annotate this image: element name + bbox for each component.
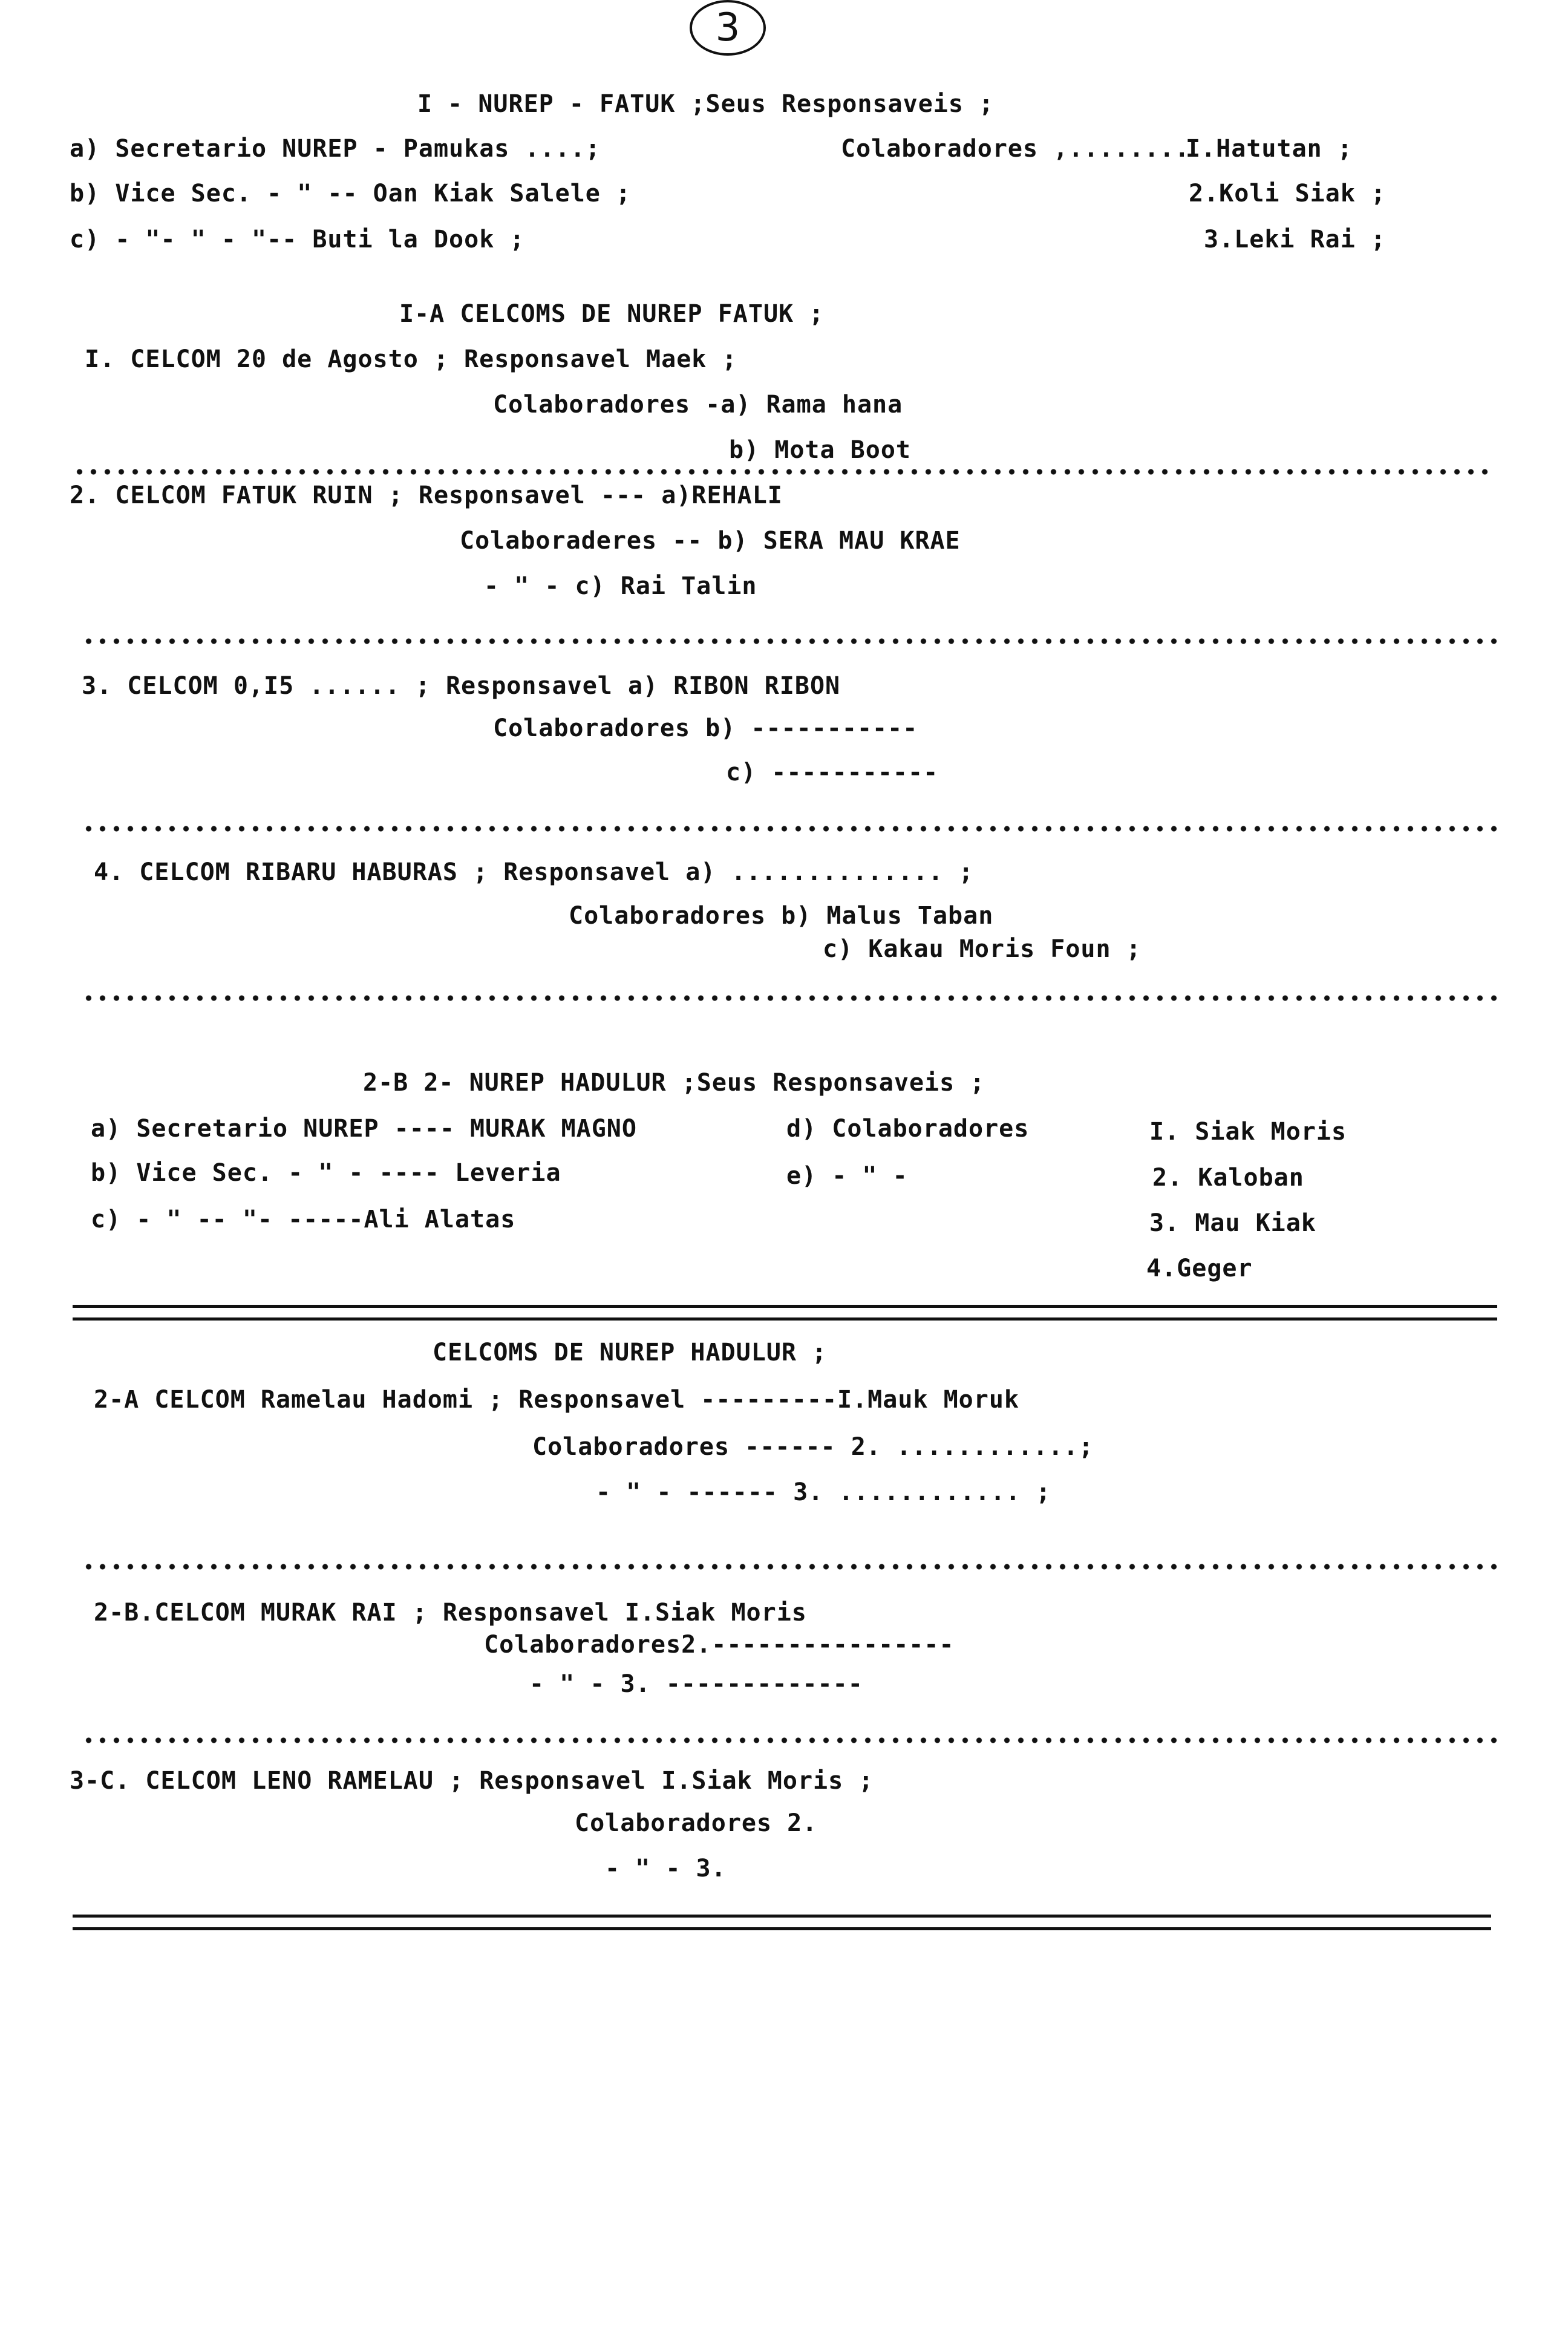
section2-row-a-left: a) Secretario NUREP ---- MURAK MAGNO xyxy=(91,1115,637,1143)
celcomA-line1: 2-A CELCOM Ramelau Hadomi ; Responsavel ---------I.Mauk Moruk xyxy=(94,1386,1020,1414)
celcom1-line2: Colaboradores -a) Rama hana xyxy=(493,391,903,419)
dotted-divider xyxy=(82,824,1497,833)
dotted-divider xyxy=(82,994,1497,1002)
celcom1-line3: b) Mota Boot xyxy=(729,436,911,464)
celcom1-line1: I. CELCOM 20 de Agosto ; Responsavel Maek ; xyxy=(85,345,737,373)
dotted-divider xyxy=(82,1736,1497,1745)
dotted-divider xyxy=(82,637,1497,645)
page-number: 3 xyxy=(690,0,766,56)
section2-row-b-right: 2. Kaloban xyxy=(1152,1164,1304,1192)
celcom3-line1: 3. CELCOM 0,I5 ...... ; Responsavel a) RIBON RIBON xyxy=(82,672,841,700)
celcomC-line1: 3-C. CELCOM LENO RAMELAU ; Responsavel I.Siak Moris ; xyxy=(70,1767,874,1795)
section2-row-d-right: 4.Geger xyxy=(1146,1255,1253,1282)
celcomA-line3: - " - ------ 3. ............ ; xyxy=(596,1478,1051,1506)
celcomA-line2: Colaboradores ------ 2. ............; xyxy=(532,1433,1094,1461)
section1-row-b-left: b) Vice Sec. - " -- Oan Kiak Salele ; xyxy=(70,180,632,207)
celcomC-line3: - " - 3. xyxy=(605,1855,727,1882)
celcom2-line3: - " - c) Rai Talin xyxy=(484,572,757,600)
double-rule-divider xyxy=(73,1915,1491,1930)
celcom4-line3: c) Kakau Moris Foun ; xyxy=(823,935,1142,963)
celcom2-line2: Colaboraderes -- b) SERA MAU KRAE xyxy=(460,527,961,555)
section2-row-c-left: c) - " -- "- -----Ali Alatas xyxy=(91,1206,516,1233)
section1-row-c-left: c) - "- " - "-- Buti la Dook ; xyxy=(70,226,525,253)
section1-row-c-right: 3.Leki Rai ; xyxy=(1204,226,1386,253)
celcomC-line2: Colaboradores 2. xyxy=(575,1809,818,1837)
celcom3-line2: Colaboradores b) ----------- xyxy=(493,714,918,742)
celcom3-line3: c) ----------- xyxy=(726,759,939,786)
celcom4-line1: 4. CELCOM RIBARU HABURAS ; Responsavel a) .............. ; xyxy=(94,858,974,886)
section1-row-a-mid: Colaboradores ,........ xyxy=(841,135,1190,163)
celcomB-line1: 2-B.CELCOM MURAK RAI ; Responsavel I.Siak Moris xyxy=(94,1599,807,1627)
section2-row-b-mid: e) - " - xyxy=(786,1162,908,1190)
celcom2-line1: 2. CELCOM FATUK RUIN ; Responsavel --- a)REHALI xyxy=(70,482,783,509)
dotted-divider xyxy=(82,1562,1497,1571)
double-rule-divider xyxy=(73,1305,1497,1321)
section1-row-b-right: 2.Koli Siak ; xyxy=(1189,180,1387,207)
section1-heading: I - NUREP - FATUK ;Seus Responsaveis ; xyxy=(417,90,995,118)
section2-heading: 2-B 2- NUREP HADULUR ;Seus Responsaveis ; xyxy=(363,1069,985,1097)
dotted-divider xyxy=(73,468,1488,476)
section2-row-a-right: I. Siak Moris xyxy=(1149,1118,1347,1146)
celcom4-line2: Colaboradores b) Malus Taban xyxy=(569,902,994,930)
section2-row-b-left: b) Vice Sec. - " - ---- Leveria xyxy=(91,1159,561,1187)
celcomB-line2: Colaboradores2.---------------- xyxy=(484,1631,955,1659)
section2-row-a-mid: d) Colaboradores xyxy=(786,1115,1030,1143)
section2-row-c-right: 3. Mau Kiak xyxy=(1149,1209,1316,1237)
section1-row-a-right: I.Hatutan ; xyxy=(1186,135,1353,163)
section1-row-a-left: a) Secretario NUREP - Pamukas ....; xyxy=(70,135,601,163)
celcomB-line3: - " - 3. ------------- xyxy=(529,1670,863,1698)
section2b-heading: CELCOMS DE NUREP HADULUR ; xyxy=(433,1339,828,1366)
section1a-heading: I-A CELCOMS DE NUREP FATUK ; xyxy=(399,300,825,328)
